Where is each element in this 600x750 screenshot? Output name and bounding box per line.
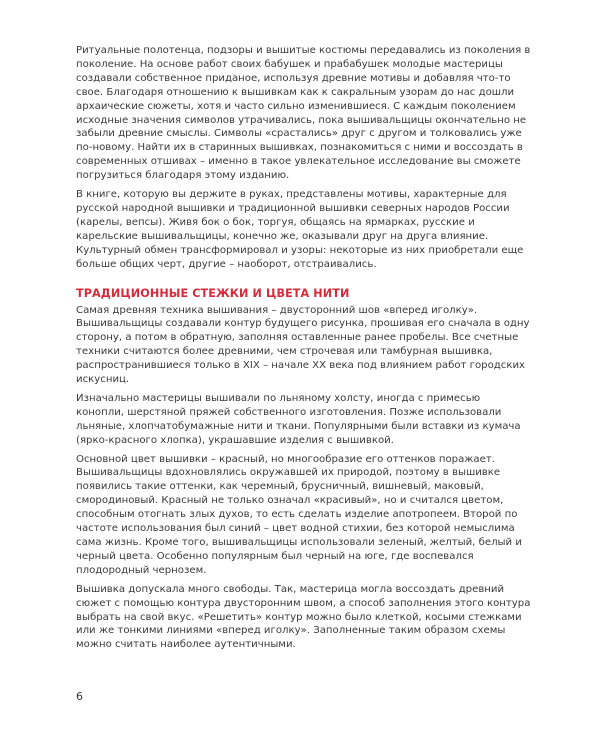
intro-paragraph-1: Ритуальные полотенца, подзоры и вышитые костюмы передавались из поколения в поколение. На основе работ своих бабушек и прабабушек молодые мастерицы создавали собственное приданое, используя древние мотивы и добавляя что-то свое. Благодаря отношению к вышивкам как к сакральным узорам до нас дошли архаические сюжеты, хотя и часто сильно изменившиеся. С каждым поколением исходные значения символов утрачивались, пока вышивальщицы окончательно не забыли древние смыслы. Символы «срастались» друг с другом и толковались уже по-новому. Найти их в старинных вышивках, познакомиться с ними и воссоздать в современных отшивах – именно в такое увлекательное исследование вы сможете погрузиться благодаря этому изданию. [76,45,531,182]
section-paragraph-3: Основной цвет вышивки – красный, но многообразие его оттенков поражает. Вышивальщицы вдохновлялись окружавшей их природой, поэтому в вышивке появились такие оттенки, как черемный, брусничный, вишневый, маковый, смородиновый. Красный не только означал «красивый», но и считался цветом, способным отогнать злых духов, то есть сделать изделие апотропеем. Второй по частоте использования был синий – цвет водной стихии, без которой немыслима сама жизнь. Кроме того, вышивальщицы использовали зеленый, желтый, белый и черный цвета. Особенно популярным был черный на юге, где воспевался плодородный чернозем. [76,453,522,576]
page-body [76,44,531,652]
section-paragraph-4: Вышивка допускала много свободы. Так, мастерица могла воссоздать древний сюжет с помощью контура двусторонним швом, а способ заполнения этого контура выбрать на свой вкус. «Решетить» контур можно было клеткой, косыми стежками или же тонкими линиями «вперед иголку». Заполненные таким образом схемы можно считать наиболее аутентичными. [76,583,531,651]
section-paragraph-2: Изначально мастерицы вышивали по льняному холсту, иногда с примесью конопли, шерстяной пряжей собственного изготовления. Позже использовали льняные, хлопчатобумажные нити и ткани. Популярными были вставки из кумача (ярко-красного хлопка), украшавшие изделия с вышивкой. [76,392,521,446]
page-number: 6 [76,690,83,703]
section-heading: ТРАДИЦИОННЫЕ СТЕЖКИ И ЦВЕТА НИТИ [76,286,350,300]
section-paragraph-1: Самая древняя техника вышивания – двусторонний шов «вперед иголку». Вышивальщицы создавали контур будущего рисунка, прошивая его сначала в одну сторону, а потом в обратную, заполняя оставленные ранее пробелы. Все счетные техники считаются более древними, чем строчевая или тамбурная вышивка, распространившиеся только в XIX – начале XX века под влиянием работ городских искусниц. [76,304,530,386]
intro-paragraph-2: В книге, которую вы держите в руках, представлены мотивы, характерные для русской народной вышивки и традиционной вышивки северных народов России (карелы, вепсы). Живя бок о бок, торгуя, общаясь на ярмарках, русские и карельские вышивальщицы, конечно же, оказывали друг на друга влияние. Культурный обмен трансформировал и узоры: некоторые из них приобретали еще больше общих черт, другие – наоборот, отстраивались. [76,189,524,270]
